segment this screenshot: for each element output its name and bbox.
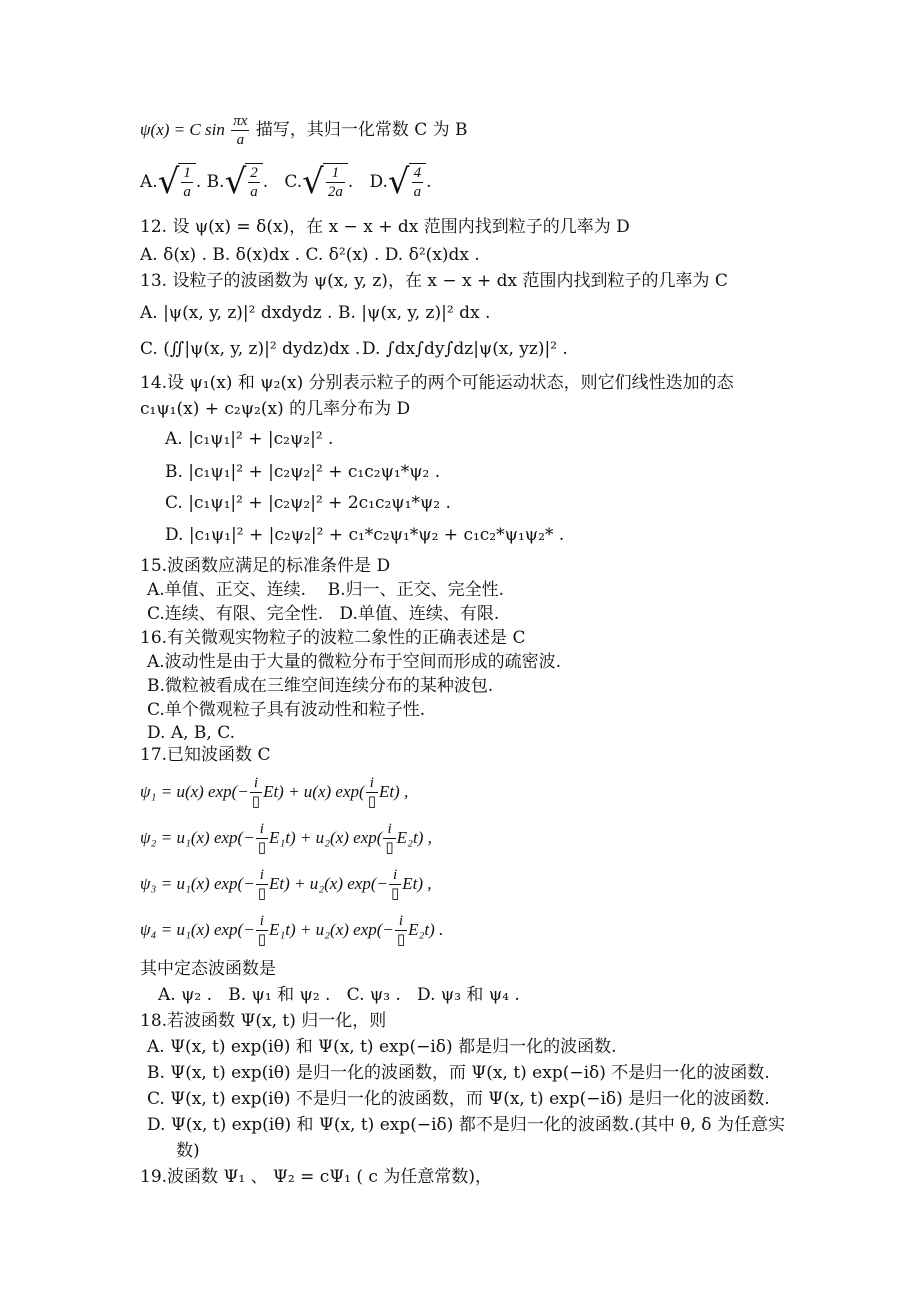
q18-option-d: D. Ψ(x, t) exp(iθ) 和 Ψ(x, t) exp(−iδ) 都不是归一化的波函数.(其中 θ, δ 为任意实	[147, 1115, 785, 1135]
q11-continuation	[140, 112, 468, 149]
q13-option-d: D. ∫dx∫dy∫dz|ψ(x, yz)|² .	[362, 339, 568, 359]
psi3-equation: ψ₃ = u₁(x) exp(− $\frac{i}{▯}$ Et) + u₂(x) exp(− $\frac{i}{▯}$ Et) ,	[140, 866, 432, 902]
q13-option-b: B. |ψ(x, y, z)|² dx .	[338, 303, 491, 323]
q16-option-a: A.波动性是由于大量的微粒分布于空间而形成的疏密波.	[147, 652, 562, 672]
q12-stem: 12. 设 ψ(x) = δ(x)，在 x − x + dx 范围内找到粒子的几率为 D	[140, 217, 630, 237]
psi2-equation: ψ₂ = u₁(x) exp(− $\frac{i}{▯}$ E₁t) + u₂(x) exp( $\frac{i}{▯}$ E₂t) ,	[140, 820, 432, 856]
psi-expression: ψ(x) = C sin	[140, 120, 225, 139]
q17-options: A. ψ₂ . B. ψ₁ 和 ψ₂ . C. ψ₃ . D. ψ₃ 和 ψ₄ .	[158, 985, 520, 1005]
sqrt-option-c: √ $\frac{1}{2a}$	[302, 163, 348, 201]
sqrt-option-d: √ $\frac{4}{a}$	[388, 163, 426, 201]
q12-options: A. δ(x) . B. δ(x)dx . C. δ²(x) . D. δ²(x)dx .	[140, 245, 480, 265]
q13-option-a: A. |ψ(x, y, z)|² dxdydz .	[140, 303, 333, 323]
q16-option-d: D. A, B, C.	[147, 723, 236, 743]
q14-option-d: D. |c₁ψ₁|² + |c₂ψ₂|² + c₁*c₂ψ₁*ψ₂ + c₁c₂*ψ₁ψ₂* .	[165, 525, 565, 545]
sqrt-option-a: √ $\frac{1}{a}$	[158, 163, 196, 201]
q11-options: A. √ $\frac{1}{a}$ . B. √ $\frac{2}{a}$ . C. √ $\frac{1}{2a}$ . D. √ $\frac{4}{a}$ .	[140, 162, 432, 202]
q14-option-b: B. |c₁ψ₁|² + |c₂ψ₂|² + c₁c₂ψ₁*ψ₂ .	[165, 462, 441, 482]
sqrt-option-b: √ $\frac{2}{a}$	[225, 163, 263, 201]
q18-option-b: B. Ψ(x, t) exp(iθ) 是归一化的波函数，而 Ψ(x, t) exp(−iδ) 不是归一化的波函数.	[147, 1063, 770, 1083]
q17-stem: 17.已知波函数 C	[140, 745, 271, 765]
q16-stem: 16.有关微观实物粒子的波粒二象性的正确表述是 C	[140, 628, 526, 648]
psi4-equation: ψ₄ = u₁(x) exp(− $\frac{i}{▯}$ E₁t) + u₂(x) exp(− $\frac{i}{▯}$ E₂t) .	[140, 912, 444, 948]
q15-stem: 15.波函数应满足的标准条件是 D	[140, 556, 391, 576]
q14-stem: 14.设 ψ₁(x) 和 ψ₂(x) 分别表示粒子的两个可能运动状态，则它们线性迭加的态	[140, 373, 734, 393]
q17-intro: 其中定态波函数是	[140, 959, 276, 979]
q16-option-b: B.微粒被看成在三维空间连续分布的某种波包.	[147, 676, 494, 696]
q18-stem: 18.若波函数 Ψ(x, t) 归一化，则	[140, 1011, 387, 1031]
q11-stem-text: 描写，其归一化常数 C 为 B	[255, 120, 468, 140]
q18-option-c: C. Ψ(x, t) exp(iθ) 不是归一化的波函数，而 Ψ(x, t) exp(−iδ) 是归一化的波函数.	[147, 1089, 770, 1109]
q15-options-cd: C.连续、有限、完全性. D.单值、连续、有限.	[147, 604, 500, 624]
q14-option-c: C. |c₁ψ₁|² + |c₂ψ₂|² + 2c₁c₂ψ₁*ψ₂ .	[165, 493, 451, 513]
q14-option-a: A. |c₁ψ₁|² + |c₂ψ₂|² .	[165, 429, 334, 449]
pi-x-over-a-fraction: $\frac{\pi x}{a}$	[233, 113, 248, 148]
q18-option-d-cont: 数)	[176, 1141, 200, 1161]
q13-stem: 13. 设粒子的波函数为 ψ(x, y, z)，在 x − x + dx 范围内找到粒子的几率为 C	[140, 271, 728, 291]
psi1-equation: ψ₁ = u(x) exp(− $\frac{i}{▯}$ Et) + u(x) exp( $\frac{i}{▯}$ Et) ,	[140, 774, 409, 810]
q18-option-a: A. Ψ(x, t) exp(iθ) 和 Ψ(x, t) exp(−iδ) 都是归一化的波函数.	[147, 1037, 617, 1057]
q13-option-c: C. (∬|ψ(x, y, z)|² dydz)dx .	[140, 339, 361, 359]
q16-option-c: C.单个微观粒子具有波动性和粒子性.	[147, 700, 426, 720]
q14-stem-cont: c₁ψ₁(x) + c₂ψ₂(x) 的几率分布为 D	[140, 399, 411, 419]
q19-stem: 19.波函数 Ψ₁ 、 Ψ₂ = cΨ₁ ( c 为任意常数)，	[140, 1167, 492, 1187]
q15-options-ab: A.单值、正交、连续. B.归一、正交、完全性.	[147, 580, 504, 600]
